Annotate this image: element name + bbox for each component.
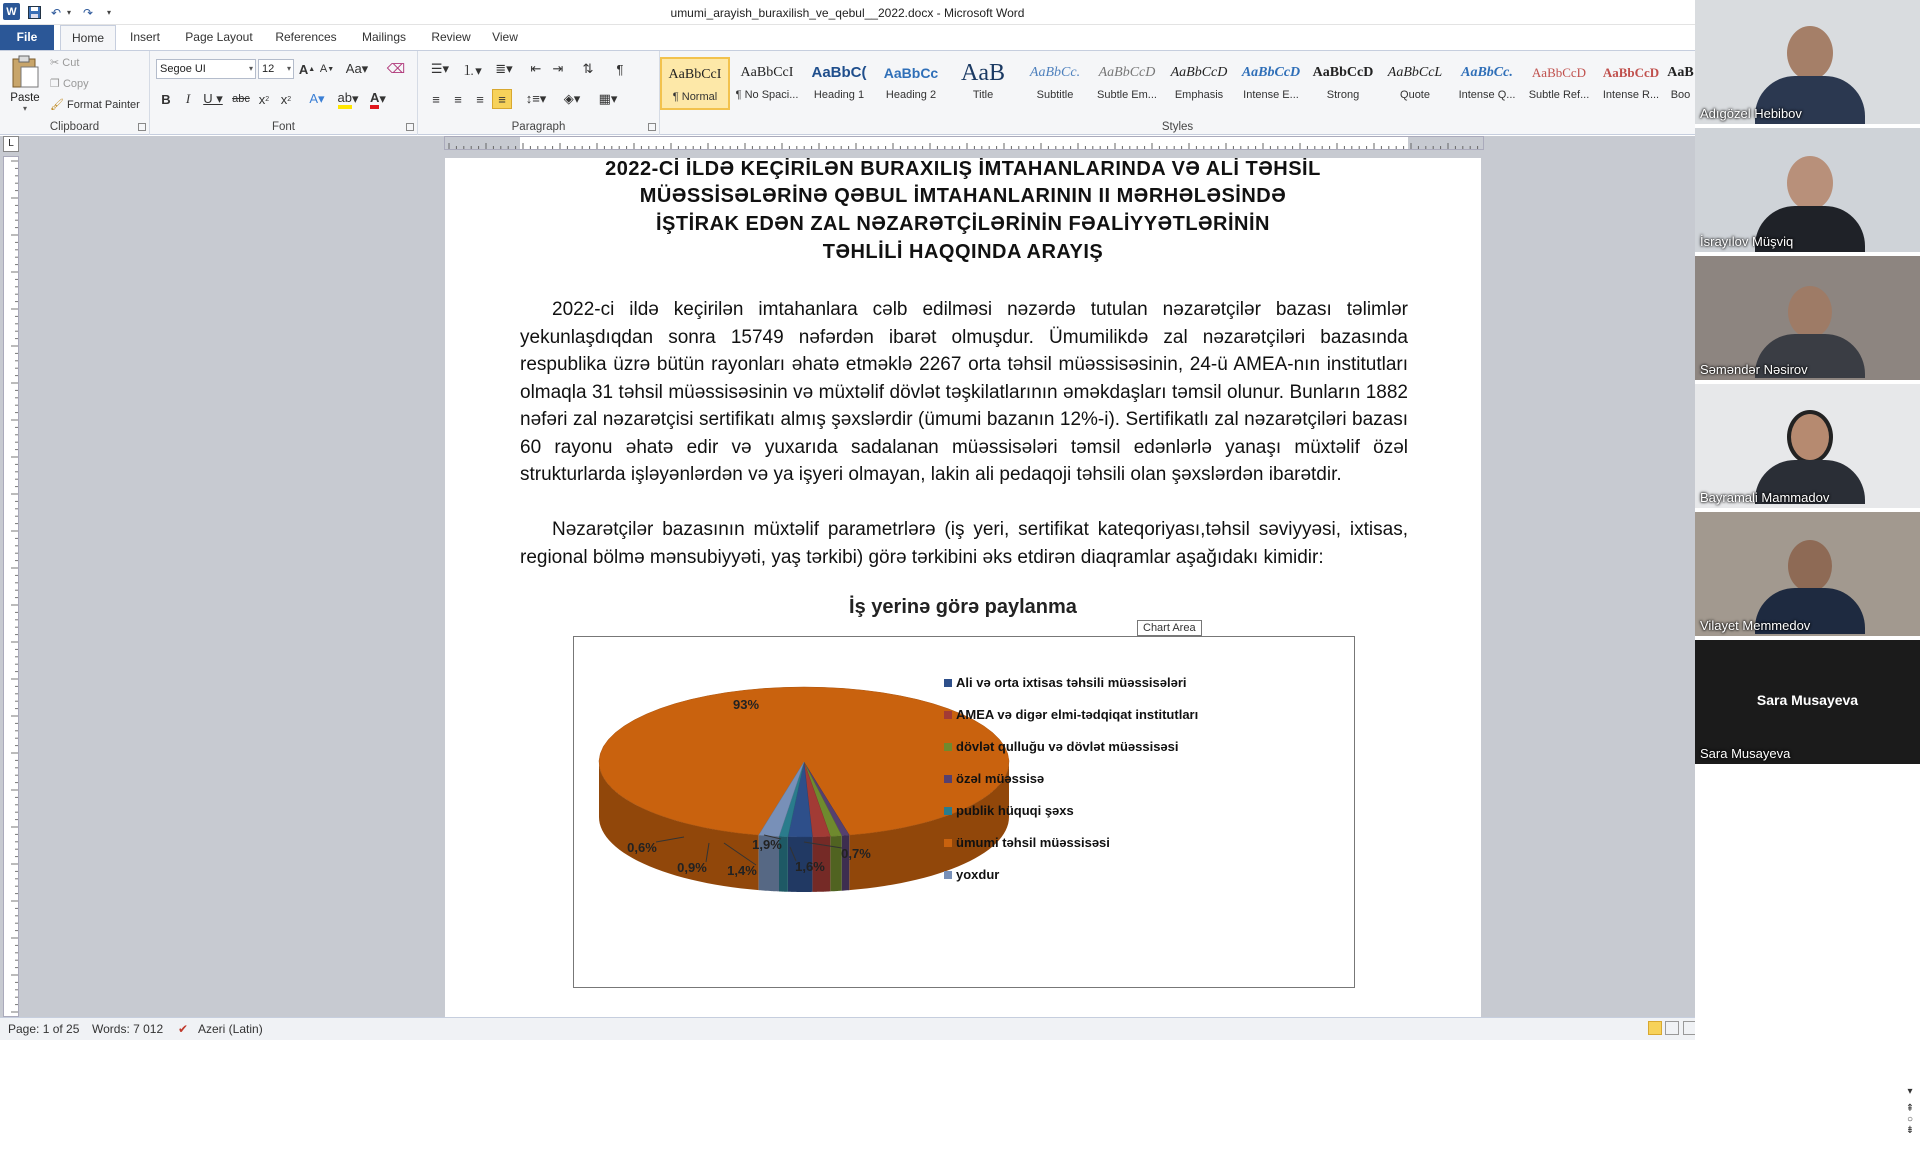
style-intense-reference[interactable]: [1596, 57, 1666, 110]
style-normal-name: ¶ Normal: [672, 91, 718, 103]
clear-formatting-icon[interactable]: ⌫: [386, 61, 406, 76]
sort-icon[interactable]: ⇅: [582, 61, 594, 76]
pie-slice-side[interactable]: [830, 836, 841, 892]
copy-button[interactable]: [50, 77, 89, 90]
style-subtitle-name: Subtitle: [1036, 89, 1074, 101]
language-indicator[interactable]: Azeri (Latin): [198, 1022, 263, 1036]
style-strong-name: Strong: [1326, 89, 1360, 101]
font-name-value: Segoe UI: [160, 63, 206, 75]
align-left-icon[interactable]: ≡: [432, 91, 440, 107]
style-subtitle[interactable]: [1020, 57, 1090, 110]
paragraph-1-text: 2022-ci ildə keçirilən imtahanlara cəlb edilməsi nəzərdə tutulan nəzarətçilər bazası təlimlər yekunlaşdıqdan sonra 15749 nəfərdən ibarət olmuşdur. Ümumilikdə zal nəzarətçiləri bazasında respublika üzrə bütün rayonları əhatə etməklə 2267 orta təhsil müəssisəsinin, 24-ü AMEA-nın institutları olmaqla 31 təhsil müəssisəsinin və müxtəlif dövlət təşkilatlarının əməkdaşları təmsil olunur. Bunların 1882 nəfəri zal nəzarətçisi sertifikatı almış şəxslərdir (ümumi bazanın 12%-i). Sertifikatlı zal nəzarətçiləri bazası 60 rayonu əhatə edir və yuxarıda sadalanan müəssisələri təmsil edənlərlə yanaşı müxtəlif özəl strukturlarda işləyənlərdən və ya işyeri olmayan, lakin ali pedaqoji təhsili olan şəxslərdən ibarətdir.: [520, 299, 1408, 485]
style-normal-preview: AaBbCcI: [668, 67, 722, 82]
ribbon: [0, 50, 1695, 135]
paragraph-group: [418, 51, 660, 135]
pie-data-label: 93%: [732, 697, 760, 712]
next-page-icon[interactable]: ⇟: [1905, 1125, 1915, 1136]
pie-chart[interactable]: [574, 637, 1354, 987]
highlight-icon[interactable]: ab ▾: [334, 89, 362, 109]
proofing-icon[interactable]: ✔: [178, 1022, 189, 1036]
style-no-spacing-preview: AaBbCcI: [740, 65, 794, 80]
copy-label: Copy: [62, 78, 89, 90]
style-subtle-emphasis-name: Subtle Em...: [1097, 89, 1157, 101]
style-book-title-preview: AaB: [1667, 65, 1694, 80]
font-group-label: Font: [271, 121, 295, 133]
legend-swatch: [944, 775, 952, 783]
styles-group-label: Styles: [1161, 121, 1194, 133]
align-center-icon[interactable]: ≡: [454, 91, 462, 107]
style-subtle-reference[interactable]: [1524, 57, 1594, 110]
paragraph-2[interactable]: [520, 516, 1408, 571]
tab-file[interactable]: File: [0, 25, 54, 50]
style-heading-1-name: Heading 1: [813, 89, 865, 101]
subscript-icon[interactable]: x 2: [258, 91, 270, 107]
participant-tile[interactable]: [1695, 384, 1920, 508]
brush-icon: 🖌: [50, 99, 64, 111]
style-book-title[interactable]: [1666, 57, 1695, 110]
font-size-dropdown-icon: ▾: [286, 64, 291, 73]
style-quote-name: Quote: [1400, 89, 1430, 101]
participant-tile[interactable]: [1695, 0, 1920, 124]
style-strong[interactable]: [1308, 57, 1378, 110]
window-title: umumi_arayish_buraxilish_ve_qebul__2022.docx - Microsoft Word: [670, 6, 1025, 20]
font-size-value: 12: [262, 63, 275, 75]
print-layout-view-icon[interactable]: [1648, 1021, 1662, 1035]
style-title-preview: AaB: [961, 60, 1005, 86]
bold-icon[interactable]: B: [161, 91, 171, 107]
legend-swatch: [944, 839, 952, 847]
show-marks-icon[interactable]: ¶: [616, 61, 624, 77]
superscript-icon[interactable]: x 2: [280, 91, 292, 107]
pie-data-label: 1,6%: [795, 859, 825, 874]
style-intense-quote-preview: AaBbCc.: [1461, 65, 1513, 80]
shrink-font-icon[interactable]: A ▼: [319, 63, 335, 75]
style-no-spacing-name: ¶ No Spaci...: [735, 89, 799, 101]
shading-icon[interactable]: ◈▾: [563, 91, 581, 106]
font-group: [150, 51, 418, 135]
tab-references[interactable]: References: [275, 30, 337, 44]
chart-area-tooltip: Chart Area: [1137, 620, 1202, 636]
heading-line-4: TƏHLİLİ HAQQINDA ARAYIŞ: [822, 241, 1104, 263]
pie-data-label: 0,9%: [677, 860, 707, 875]
pie-data-label: 0,6%: [627, 840, 657, 855]
vertical-ruler-ticks: [4, 157, 18, 1018]
participant-tile[interactable]: [1695, 128, 1920, 252]
style-strong-preview: AaBbCcD: [1312, 65, 1374, 80]
pie-data-label: 1,9%: [752, 837, 782, 852]
legend-entry[interactable]: Ali və orta ixtisas təhsili müəssisələri: [956, 675, 1187, 690]
style-subtitle-preview: AaBbCc.: [1029, 65, 1081, 80]
full-screen-view-icon[interactable]: [1665, 1021, 1679, 1035]
legend-swatch: [944, 711, 952, 719]
clipboard-group-label: Clipboard: [49, 121, 100, 133]
pie-slice-side[interactable]: [842, 835, 850, 891]
status-bar: [0, 1017, 1920, 1040]
multilevel-list-icon[interactable]: ≣▾: [495, 61, 513, 76]
style-heading-2-name: Heading 2: [885, 89, 937, 101]
tab-view[interactable]: View: [492, 30, 518, 44]
vertical-ruler[interactable]: [3, 156, 19, 1017]
paragraph-1[interactable]: [520, 296, 1408, 489]
legend-entry[interactable]: ümumi təhsil müəssisəsi: [956, 835, 1110, 850]
customize-qat-icon[interactable]: ▾: [106, 8, 111, 17]
borders-icon[interactable]: ▦▾: [598, 91, 618, 106]
style-subtle-reference-name: Subtle Ref...: [1528, 89, 1590, 101]
style-intense-quote[interactable]: [1452, 57, 1522, 110]
format-painter-label: Format Painter: [67, 99, 140, 111]
scissors-icon: ✂: [50, 57, 60, 69]
participant-name: Sara Musayeva: [1700, 746, 1791, 761]
style-title[interactable]: [948, 57, 1018, 110]
video-participants-panel: [1695, 0, 1920, 1040]
style-title-name: Title: [972, 89, 994, 101]
undo-dropdown-icon[interactable]: ▾: [66, 8, 71, 17]
format-painter-button[interactable]: [50, 98, 140, 111]
bullets-icon[interactable]: ☰▾: [430, 61, 450, 76]
tab-page-layout[interactable]: Page Layout: [185, 30, 253, 44]
style-heading-1[interactable]: [804, 57, 874, 110]
chart-area[interactable]: [573, 636, 1355, 988]
line-spacing-icon[interactable]: ↕≡▾: [525, 91, 547, 106]
paste-icon: [10, 55, 40, 89]
tab-review[interactable]: Review: [431, 30, 471, 44]
clipboard-launcher-icon[interactable]: [138, 123, 146, 131]
cut-button[interactable]: [50, 56, 79, 69]
increase-indent-icon[interactable]: ⇥: [552, 61, 564, 76]
participant-tile[interactable]: [1695, 512, 1920, 636]
document-page[interactable]: [445, 158, 1481, 1017]
text-effects-icon[interactable]: A▾: [309, 91, 325, 106]
participant-center-name: Sara Musayeva: [1756, 692, 1859, 708]
ruler-ticks: [445, 137, 1483, 149]
underline-icon[interactable]: U ▾: [203, 91, 223, 106]
previous-page-icon[interactable]: ⇞: [1905, 1103, 1915, 1114]
font-color-icon[interactable]: A ▾: [364, 89, 392, 109]
participant-tile[interactable]: [1695, 640, 1920, 764]
paste-label: Paste: [10, 92, 40, 104]
style-intense-quote-name: Intense Q...: [1458, 89, 1516, 101]
pie-data-label: 1,4%: [727, 863, 757, 878]
tab-home[interactable]: Home: [60, 25, 116, 50]
style-quote-preview: AaBbCcL: [1387, 65, 1443, 80]
style-emphasis-name: Emphasis: [1174, 89, 1224, 101]
change-case-icon[interactable]: Aa▾: [345, 61, 369, 76]
heading-line-3: İŞTİRAK EDƏN ZAL NƏZARƏTÇİLƏRİNİN FƏALİYYƏTLƏRİNİN: [655, 213, 1271, 235]
tab-selector-button[interactable]: L: [3, 136, 19, 152]
style-emphasis-preview: AaBbCcD: [1170, 65, 1228, 80]
legend-entry[interactable]: yoxdur: [956, 867, 1000, 882]
legend-swatch: [944, 871, 952, 879]
copy-icon: ❐: [50, 78, 60, 90]
italic-icon[interactable]: I: [185, 91, 191, 106]
tab-mailings[interactable]: Mailings: [361, 30, 406, 44]
participant-name: Səməndər Nəsirov: [1700, 362, 1808, 377]
pie-data-label: 0,7%: [841, 846, 871, 861]
style-subtle-emphasis[interactable]: [1092, 57, 1162, 110]
style-intense-emphasis-preview: AaBbCcD: [1241, 65, 1301, 80]
heading-line-2: MÜƏSSİSƏLƏRİNƏ QƏBUL İMTAHANLARININ II MƏRHƏLƏSİNDƏ: [639, 185, 1287, 207]
chart-heading: İş yerinə görə paylanma: [849, 596, 1077, 618]
paragraph-2-text: Nəzarətçilər bazasının müxtəlif parametrlərə (iş yeri, sertifikat kateqoriyası,təhsil səviyyəsi, ixtisas, regional bölmə mənsubiyyəti, yaş tərkibi) görə tərkibini əks etdirən diaqramlar aşağıdakı kimidir:: [520, 519, 1408, 568]
word-logo-icon[interactable]: W: [3, 3, 20, 20]
style-subtle-emphasis-preview: AaBbCcD: [1098, 65, 1156, 80]
justify-icon[interactable]: ≡: [492, 89, 512, 109]
style-heading-2-preview: AaBbCc: [883, 65, 939, 81]
decrease-indent-icon[interactable]: ⇤: [530, 61, 542, 76]
paragraph-launcher-icon[interactable]: [648, 123, 656, 131]
participant-name: Bayramali Mammadov: [1700, 490, 1830, 505]
title-bar: [0, 0, 1695, 25]
legend-swatch: [944, 679, 952, 687]
style-emphasis[interactable]: [1164, 57, 1234, 110]
participant-tile[interactable]: [1695, 256, 1920, 380]
style-intense-reference-preview: AaBbCcD: [1602, 65, 1660, 80]
numbering-icon[interactable]: ⒈▾: [462, 62, 482, 78]
heading-line-1: 2022-Cİ İLDƏ KEÇİRİLƏN BURAXILIŞ İMTAHANLARINDA VƏ ALİ TƏHSİL: [605, 158, 1321, 180]
paragraph-group-label: Paragraph: [511, 121, 566, 133]
style-book-title-name: Boo: [1670, 89, 1691, 101]
cut-label: Cut: [62, 57, 80, 69]
grow-font-icon[interactable]: A ▲: [298, 61, 316, 77]
align-right-icon[interactable]: ≡: [476, 91, 484, 107]
horizontal-ruler[interactable]: [444, 136, 1484, 150]
style-heading-2[interactable]: [876, 57, 946, 110]
legend-swatch: [944, 807, 952, 815]
strikethrough-icon[interactable]: abc: [232, 93, 250, 105]
font-launcher-icon[interactable]: [406, 123, 414, 131]
clipboard-group: [0, 51, 150, 135]
style-quote[interactable]: [1380, 57, 1450, 110]
legend-entry[interactable]: AMEA və digər elmi-tədqiqat institutları: [956, 707, 1199, 722]
vertical-scroll-controls[interactable]: [1900, 1086, 1920, 1156]
styles-group: [660, 51, 1695, 135]
legend-swatch: [944, 743, 952, 751]
word-count[interactable]: Words: 7 012: [92, 1022, 164, 1036]
browse-object-icon[interactable]: ○: [1906, 1114, 1914, 1125]
legend-entry[interactable]: dövlət qulluğu və dövlət müəssisəsi: [956, 739, 1179, 754]
style-subtle-reference-preview: AaBbCcD: [1531, 65, 1587, 80]
style-intense-emphasis-name: Intense E...: [1243, 89, 1299, 101]
font-size-combo[interactable]: [258, 59, 294, 79]
redo-icon[interactable]: ↷: [82, 5, 94, 20]
participant-name: Adıgözel Hebibov: [1700, 106, 1802, 121]
page-count[interactable]: Page: 1 of 25: [8, 1022, 80, 1036]
paste-button[interactable]: Paste ▾: [6, 55, 44, 115]
participant-name: İsrayılov Müşviq: [1700, 234, 1794, 249]
font-name-dropdown-icon: ▾: [248, 64, 253, 73]
style-no-spacing[interactable]: [732, 57, 802, 110]
legend-entry[interactable]: publik hüquqi şəxs: [956, 803, 1074, 818]
style-intense-reference-name: Intense R...: [1602, 89, 1660, 101]
style-intense-emphasis[interactable]: [1236, 57, 1306, 110]
font-name-combo[interactable]: [156, 59, 256, 79]
tab-insert[interactable]: Insert: [129, 30, 160, 44]
style-heading-1-preview: AaBbC(: [811, 64, 867, 81]
style-normal[interactable]: [660, 57, 730, 110]
ribbon-tabs: [0, 25, 1695, 50]
scroll-down-icon[interactable]: ▾: [1907, 1086, 1913, 1097]
legend-entry[interactable]: özəl müəssisə: [956, 771, 1045, 786]
undo-icon[interactable]: ↶: [50, 5, 62, 20]
participant-name: Vilayet Memmedov: [1700, 618, 1811, 633]
